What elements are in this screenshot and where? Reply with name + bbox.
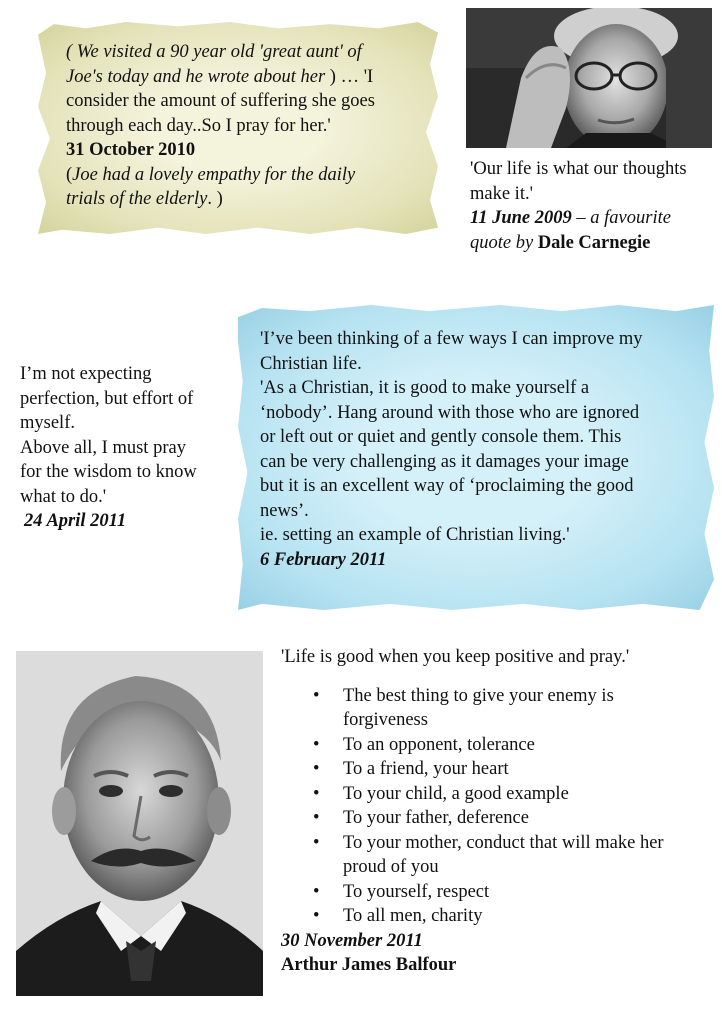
quote-date-line: 11 June 2009 – a favourite [470,208,671,228]
quote-date: 30 November 2011 [281,930,423,951]
note-line: ‘nobody’. Hang around with those who are ignored [260,402,640,423]
quote-intro: 'Life is good when you keep positive and pray.' [281,647,630,667]
list-item: • The best thing to give your enemy is forgiveness [313,685,614,730]
balfour-quote [281,645,716,978]
note-line: or left out or quiet and gently console them. This [260,427,622,447]
note-line: for the wisdom to know [20,462,197,482]
virtues-list [313,684,716,929]
arthur-james-balfour-portrait-icon [16,651,263,996]
bullet-icon: • [313,808,320,828]
bullet-icon: • [313,906,320,926]
note-date: 31 October 2010 [66,140,196,160]
quote-line: make it.' [470,183,533,204]
list-item: • To an opponent, tolerance [313,733,716,758]
yellow-note-text [66,40,436,212]
note-line: perfection, but effort of [20,388,194,409]
dale-carnegie-portrait-photo [466,8,712,148]
left-note [20,362,230,534]
blue-note-text [260,327,710,572]
note-line: what to do.' [20,486,107,507]
bullet-icon: • [313,759,320,779]
list-item: • To yourself, respect [313,880,716,905]
quote-author: Arthur James Balfour [281,955,457,975]
bullet-icon: • [313,783,320,804]
note-line: consider the amount of suffering she goes [66,91,375,111]
note-line: (Joe had a lovely empathy for the daily [66,164,356,185]
list-item: • To your father, deference [313,806,716,831]
bullet-icon: • [313,734,320,755]
bullet-icon: • [313,832,320,853]
note-line: 'I’ve been thinking of a few ways I can improve my [260,329,643,349]
list-item: • To all men, charity [313,904,716,929]
note-line: can be very challenging as it damages your image [260,451,629,472]
note-line: ie. setting an example of Christian living.' [260,525,570,545]
quote-attribution: quote by Dale Carnegie [470,232,651,253]
note-line: myself. [20,413,75,433]
note-line: Joe's today and he wrote about her ) … 'I [66,66,374,87]
note-line: Above all, I must pray [20,437,186,458]
quote-line: 'Our life is what our thoughts [470,159,687,179]
carnegie-quote [470,157,720,255]
note-line: through each day..So I pray for her.' [66,115,331,136]
arthur-balfour-portrait-photo [16,651,263,996]
note-line: I’m not expecting [20,364,152,384]
note-date: 6 February 2011 [260,549,387,570]
note-line: 'As a Christian, it is good to make yourself a [260,378,590,398]
note-line: Christian life. [260,353,362,374]
list-item: • To your mother, conduct that will make her proud of you [313,832,664,877]
list-item: • To a friend, your heart [313,757,716,782]
note-line: trials of the elderly. ) [66,189,223,209]
list-item: • To your child, a good example [313,782,716,807]
bullet-icon: • [313,685,320,706]
note-line: news’. [260,500,309,521]
note-line: ( We visited a 90 year old 'great aunt' of [66,42,362,62]
dale-carnegie-portrait-icon [466,8,712,148]
bullet-icon: • [313,881,320,902]
note-line: but it is an excellent way of ‘proclaiming the good [260,476,634,496]
note-date: 24 April 2011 [24,511,127,531]
